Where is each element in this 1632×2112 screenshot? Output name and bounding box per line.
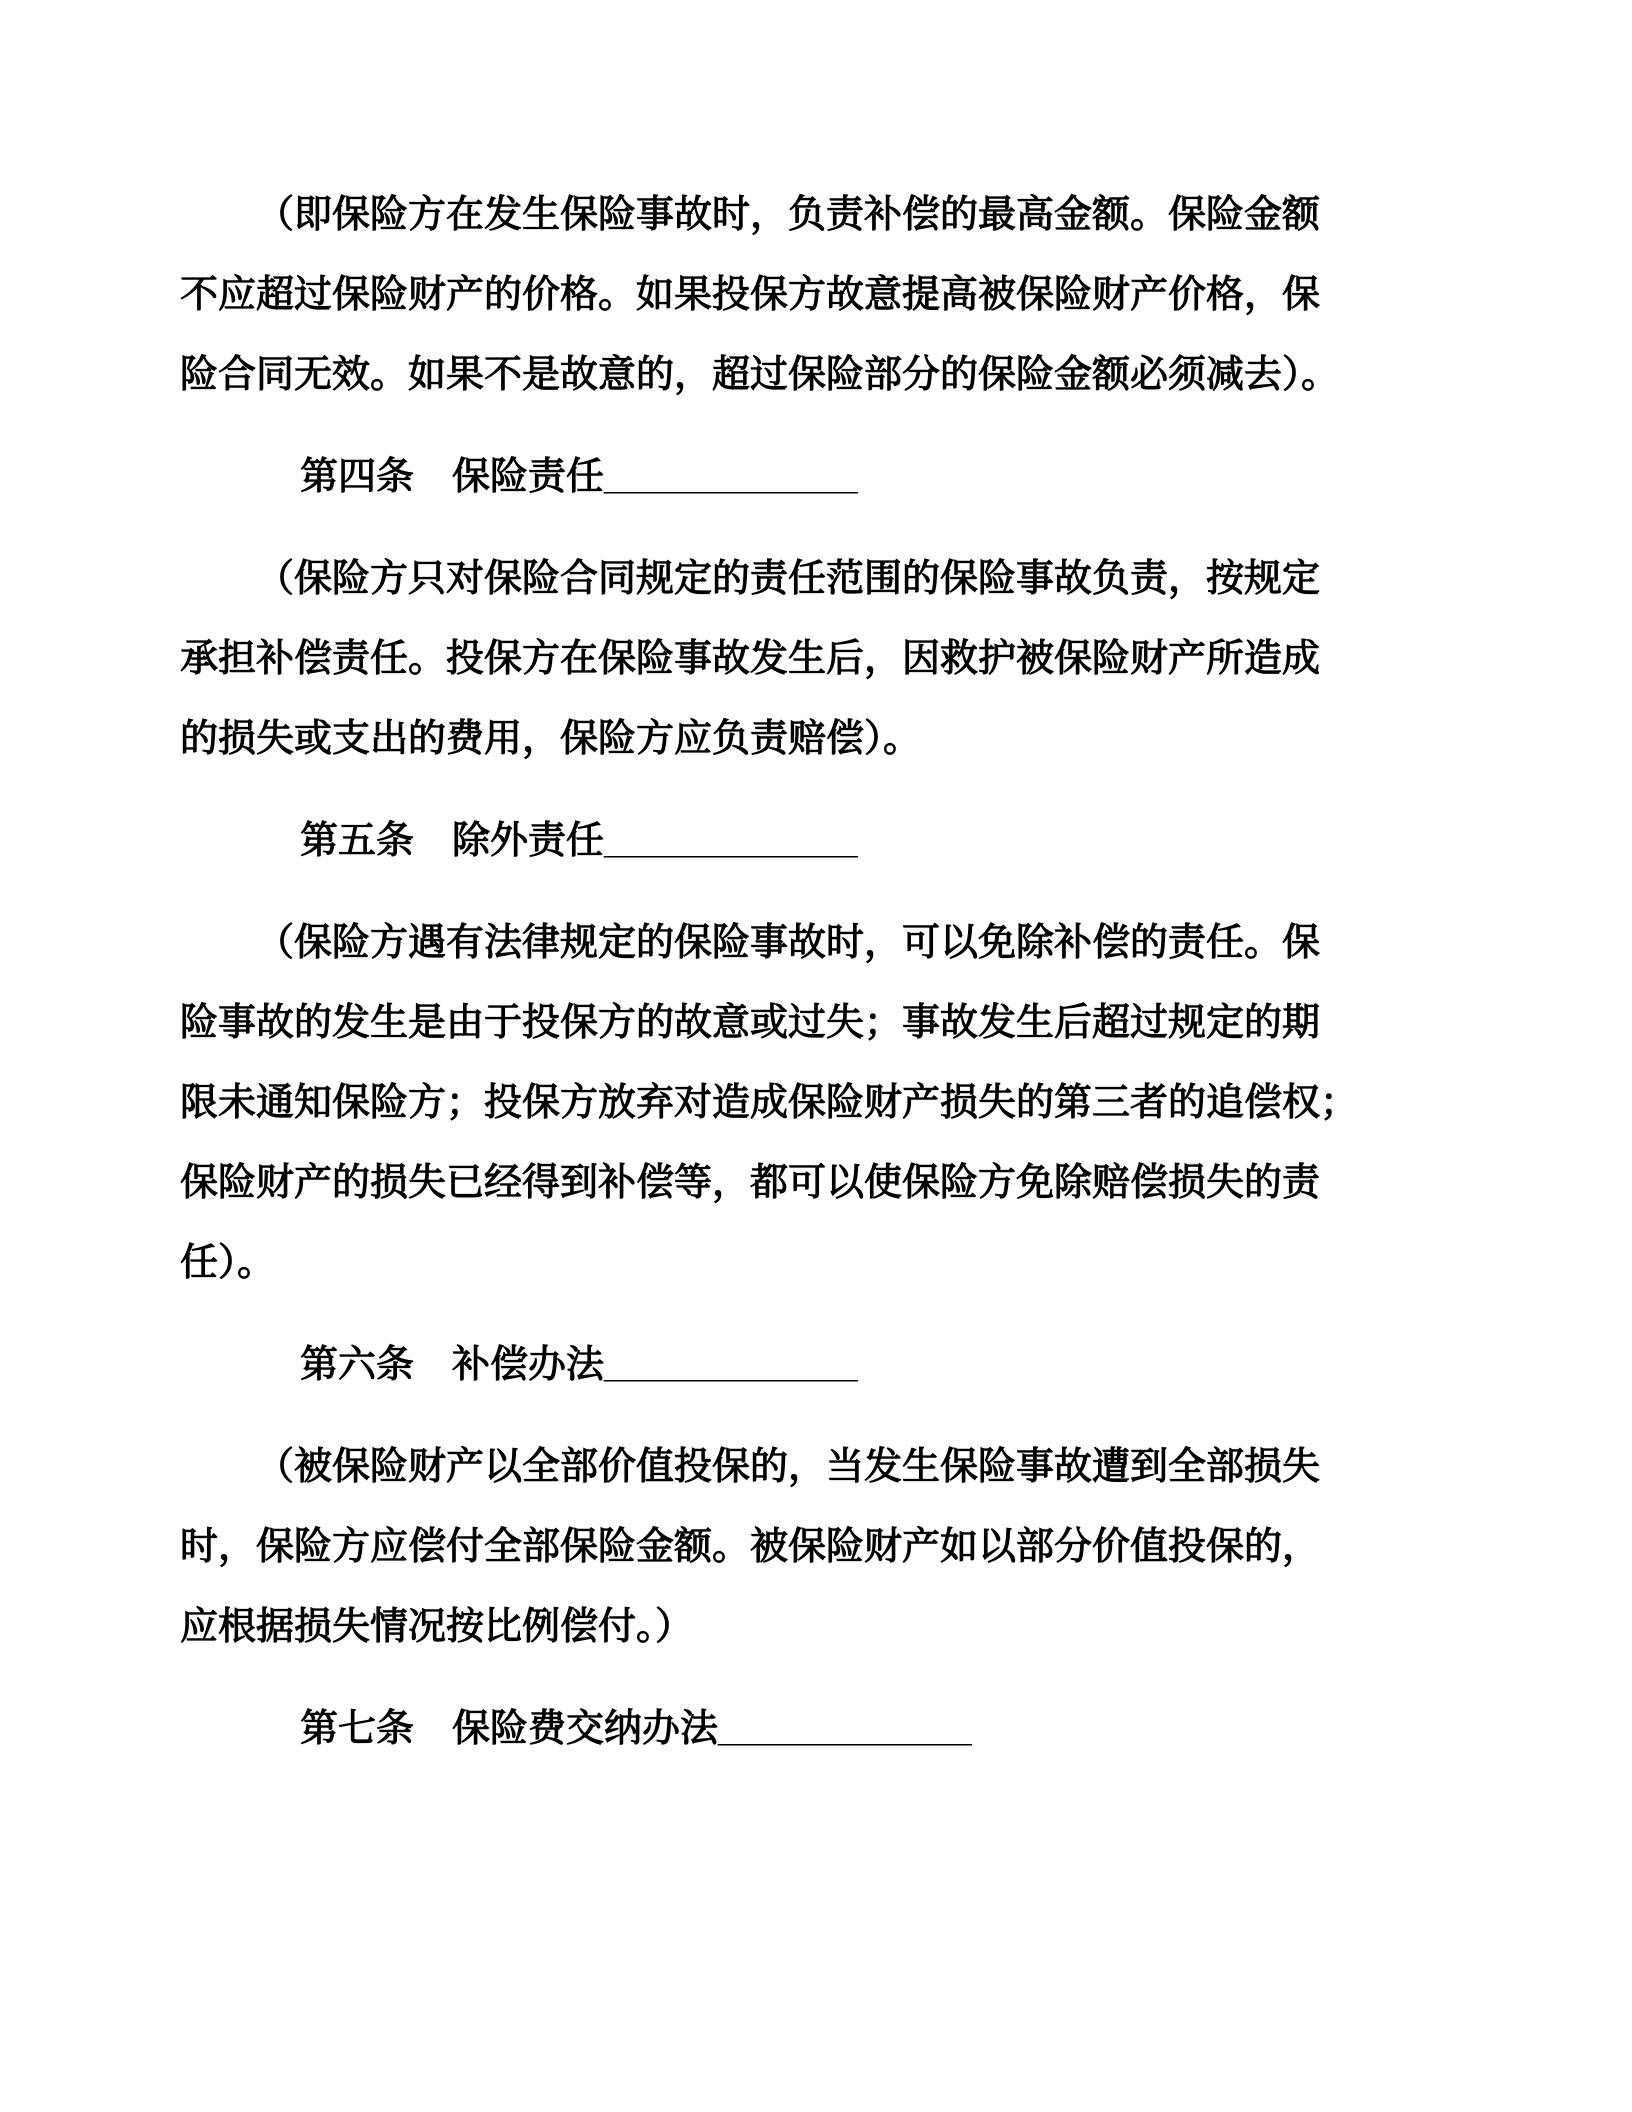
paragraph-line: （保险方遇有法律规定的保险事故时，可以免除补偿的责任。保	[256, 922, 1321, 964]
paragraph-line: 的损失或支出的费用，保险方应负责赔偿）。	[180, 718, 922, 760]
body-paragraph	[180, 539, 1452, 779]
paragraph-line: 限未通知保险方；投保方放弃对造成保险财产损失的第三者的追偿权；	[180, 1082, 1359, 1124]
document-body	[180, 175, 1452, 1769]
body-paragraph	[180, 903, 1452, 1303]
article-heading: 第五条 除外责任____________	[300, 820, 858, 862]
paragraph-line: 险合同无效。如果不是故意的，超过保险部分的保险金额必须减去）。	[180, 354, 1340, 396]
article-heading: 第六条 补偿办法____________	[300, 1344, 858, 1386]
paragraph-line: 任）。	[180, 1242, 276, 1284]
paragraph-line: 承担补偿责任。投保方在保险事故发生后，因救护被保险财产所造成	[180, 638, 1321, 680]
article-heading: 第四条 保险责任____________	[300, 456, 858, 498]
paragraph-line: 保险财产的损失已经得到补偿等，都可以使保险方免除赔偿损失的责	[180, 1162, 1321, 1204]
paragraph-line: 应根据损失情况按比例偿付。）	[180, 1606, 694, 1648]
paragraph-line: 时，保险方应偿付全部保险金额。被保险财产如以部分价值投保的，	[180, 1526, 1321, 1568]
paragraph-line: （保险方只对保险合同规定的责任范围的保险事故负责，按规定	[256, 558, 1321, 600]
paragraph-line: 不应超过保险财产的价格。如果投保方故意提高被保险财产价格，保	[180, 274, 1321, 316]
body-paragraph	[180, 1427, 1452, 1667]
paragraph-line: 险事故的发生是由于投保方的故意或过失；事故发生后超过规定的期	[180, 1002, 1321, 1044]
paragraph-line: （即保险方在发生保险事故时，负责补偿的最高金额。保险金额	[256, 194, 1321, 236]
body-paragraph	[180, 175, 1452, 415]
paragraph-line: （被保险财产以全部价值投保的，当发生保险事故遭到全部损失	[256, 1446, 1321, 1488]
article-heading: 第七条 保险费交纳办法____________	[300, 1708, 972, 1750]
